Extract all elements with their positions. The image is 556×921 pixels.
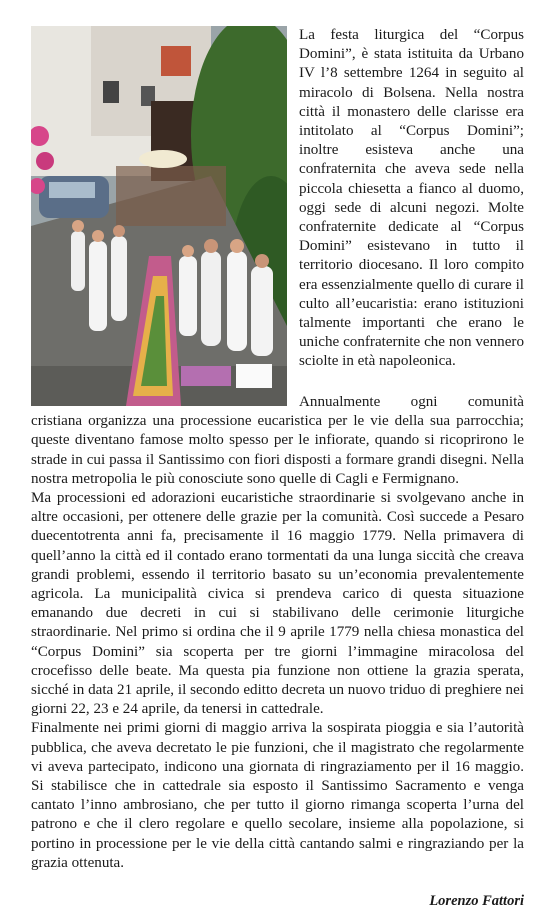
paragraph-2: Ma processioni ed adorazioni eucaristiche straordinarie si svolgevano anche in altre occasioni, per ottenere delle grazie per la comunità. Così succede a Pesaro duecentotrenta anni fa, precisamente il 16 maggio 1779. Nella primavera di quell’anno la città ed il contado erano tormentati da una lunga siccità che creava grandi problemi, essendo il territorio basato su un’economia prevalentemente agricola. La municipalità civica si prendeva carico di questa situazione emanando due decreti in cui si stabilivano delle cerimonie liturgiche straordinarie. Nel primo si ordina che il 9 aprile 1779 nella chiesa monastica del “Corpus Domini” sia scoperta per tre giorni l’immagine miracolosa del crocefisso delle beate. Ma questa pia funzione non ottiene la grazia sperata, sicché in data 21 aprile, il secondo editto decreta un nuovo triduo di preghiere nei giorni 22, 23 e 24 aprile, da tenersi in cattedrale. (31, 490, 524, 718)
paragraph-1: Annualmente ogni comunità cristiana organizza una processione eucaristica per le vie della sua parrocchia; queste diventano famose molto spesso per le infiorate, quando si ricoprirono le strade in cui passa il Santissimo con fiori disposti a formare grandi disegni. Nella nostra metropolia le più conosciute sono quelle di Cagli e Fermignano. (31, 394, 524, 487)
article-body (31, 393, 524, 873)
intro-paragraph: La festa liturgica del “Corpus Domini”, è stata istituita da Urbano IV l’8 settembre 1264 in seguito al miracolo di Bolsena. Nella nostra città il monastero delle clarisse era intitolato al “Corpus Domini”; inoltre esisteva anche una confraternita che aveva sede nella piccola chiesetta a fianco al duomo, oggi sede di alcuni negozi. Molte confraternite dedicate al “Corpus Domini” esistevano in tutto il territorio diocesano. Il loro compito era essenzialmente quello di curare il culto all’eucaristia: erano istituzioni talmente importanti che erano le uniche confraternite che non vennero sciolte in età napoleonica. (299, 27, 524, 370)
procession-photo (31, 26, 287, 406)
paragraph-3: Finalmente nei primi giorni di maggio arriva la sospirata pioggia e sia l’autorità pubblica, che aveva decretato le pie funzioni, che il magistrato che regolarmente vi aveva partecipato, indicono una giornata di ringraziamento per il 16 maggio. Si stabilisce che in cattedrale sia esposto il Santissimo Sacramento e venga cantato l’inno ambrosiano, che per tutto il giorno rimanga scoperta l’urna del patrono e che il clero regolare e quello secolare, insieme alla popolazione, si portino in processione per le vie della città cantando salmi e ringraziando per la grazia ottenuta. (31, 720, 524, 871)
author-signature: Lorenzo Fattori (429, 893, 524, 909)
